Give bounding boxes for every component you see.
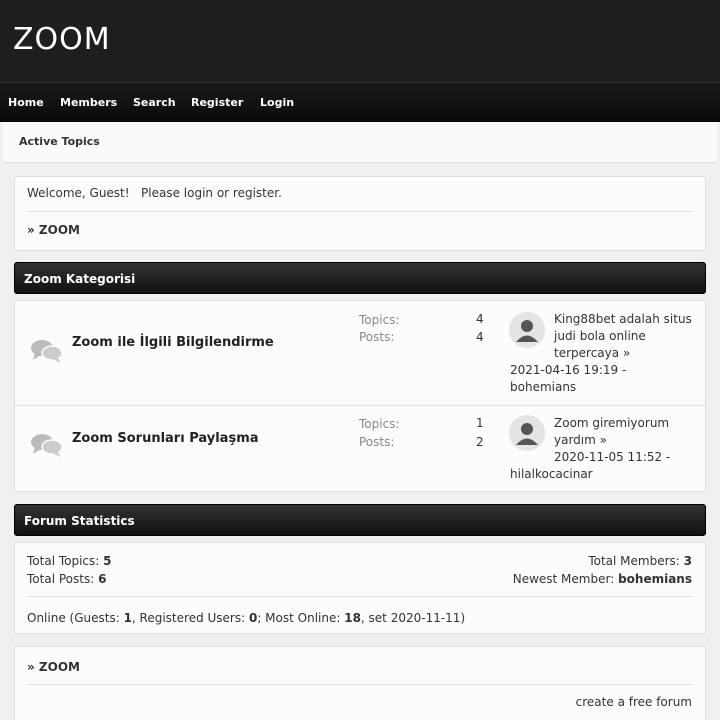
stats-header xyxy=(14,504,706,536)
last-post-user-link[interactable]: bohemians xyxy=(510,380,577,394)
most-online-date: , set 2020-11-11) xyxy=(360,611,466,625)
nav-search[interactable]: Search xyxy=(133,96,176,109)
online-registered-label: , Registered Users: xyxy=(131,611,249,625)
last-post-title-link[interactable]: Zoom giremiyorum yardım xyxy=(554,416,670,447)
last-post-date: 2020-11-05 11:52 - xyxy=(554,450,671,464)
posts-count: 4 xyxy=(476,330,484,344)
posts-count: 2 xyxy=(476,435,484,449)
total-members xyxy=(588,554,692,568)
breadcrumb-zoom[interactable]: » ZOOM xyxy=(27,223,80,237)
most-online-label: ; Most Online: xyxy=(257,611,345,625)
footer-breadcrumb-zoom[interactable]: » ZOOM xyxy=(27,660,80,674)
most-online-value: 18 xyxy=(344,611,361,625)
posts-label: Posts: xyxy=(359,330,395,344)
last-post-arrow[interactable]: » xyxy=(599,433,607,447)
category-header[interactable] xyxy=(14,262,706,294)
nav-members[interactable]: Members xyxy=(60,96,118,109)
nav-login[interactable]: Login xyxy=(260,96,295,109)
divider xyxy=(27,684,693,685)
stats-panel xyxy=(14,542,706,634)
footer-panel xyxy=(14,646,706,720)
total-posts xyxy=(27,572,106,586)
online-guests-label: Online (Guests: xyxy=(27,611,124,625)
total-posts-value: 6 xyxy=(98,572,107,586)
last-post-title-link[interactable]: King88bet adalah situs judi bola online terpercaya xyxy=(554,312,692,360)
last-post xyxy=(510,311,700,396)
topics-count: 1 xyxy=(476,416,484,430)
welcome-period: . xyxy=(278,186,282,200)
nav-register[interactable]: Register xyxy=(191,96,244,109)
sub-bar xyxy=(3,122,717,163)
online-registered-value: 0 xyxy=(248,611,258,625)
newest-member xyxy=(513,572,692,586)
last-post-user-link[interactable]: hilalkocacinar xyxy=(510,467,593,481)
divider xyxy=(27,211,693,212)
online-guests-value: 1 xyxy=(123,611,132,625)
divider xyxy=(27,596,693,597)
newest-member-label: Newest Member: xyxy=(512,572,615,586)
topics-count: 4 xyxy=(476,312,484,326)
speech-bubbles-icon xyxy=(30,338,64,364)
forum-list xyxy=(14,300,706,492)
newest-member-link[interactable]: bohemians xyxy=(618,572,692,586)
welcome-or: or xyxy=(213,186,233,200)
main-navbar xyxy=(0,82,720,122)
create-forum-link[interactable]: create a free forum xyxy=(575,695,692,709)
welcome-greeting: Welcome, Guest! Please xyxy=(27,186,184,200)
welcome-text xyxy=(27,186,282,200)
stats-title: Forum Statistics xyxy=(24,514,135,528)
welcome-login-link[interactable]: login xyxy=(183,186,214,200)
site-header xyxy=(0,0,720,82)
total-topics-value: 5 xyxy=(103,554,112,568)
total-posts-label: Total Posts: xyxy=(27,572,95,586)
last-post xyxy=(510,415,700,483)
total-topics-label: Total Topics: xyxy=(27,554,100,568)
forum-title-link[interactable]: Zoom ile İlgili Bilgilendirme xyxy=(72,335,274,350)
posts-label: Posts: xyxy=(359,435,395,449)
active-topics-label[interactable]: Active Topics xyxy=(19,135,100,148)
welcome-register-link[interactable]: register xyxy=(232,186,279,200)
total-members-value: 3 xyxy=(683,554,692,568)
last-post-arrow[interactable]: » xyxy=(622,346,631,360)
speech-bubbles-icon xyxy=(30,432,64,458)
topics-label: Topics: xyxy=(359,417,400,431)
total-members-label: Total Members: xyxy=(588,554,680,568)
nav-home[interactable]: Home xyxy=(8,96,44,109)
divider xyxy=(15,405,705,406)
category-title[interactable]: Zoom Kategorisi xyxy=(24,272,136,286)
site-logo[interactable]: ZOOM xyxy=(13,22,111,57)
total-topics xyxy=(27,554,112,568)
forum-title-link[interactable]: Zoom Sorunları Paylaşma xyxy=(72,431,259,446)
topics-label: Topics: xyxy=(359,313,400,327)
last-post-date: 2021-04-16 19:19 - xyxy=(510,363,627,377)
online-stats xyxy=(27,611,465,625)
welcome-panel xyxy=(14,176,706,251)
